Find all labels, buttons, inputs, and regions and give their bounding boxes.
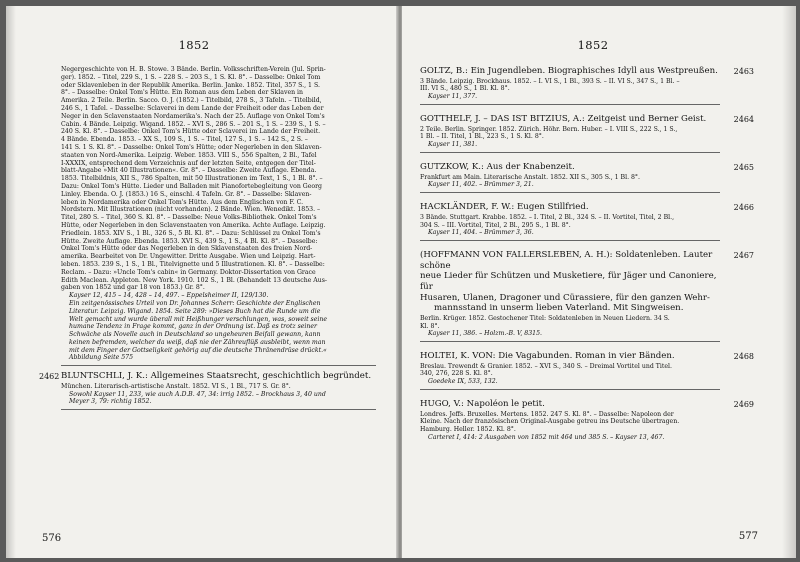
running-head-left: 1852 bbox=[178, 38, 210, 52]
entry-divider bbox=[420, 341, 720, 342]
entry-bibliography: Berlin. Krüger. 1852. Gestochener Titel: Soldatenleben in Neuen Liedern. 34 S. bbox=[420, 314, 670, 322]
text-line: Nordstern. Mit Illustrationen (nicht vorhanden). 2 Bände. Wien. Wenedikt. 1853. – bbox=[61, 206, 321, 214]
text-line: amerika. Bearbeitet von Dr. Ungewitter. Dritte Ausgabe. Wien und Leipzig. Hart- bbox=[61, 253, 316, 261]
entry-bibliography: Kleine. Nach der französischen Original-Ausgabe getreu ins Deutsche übertragen. bbox=[420, 418, 680, 426]
entry-bibliography: Breslau. Trewendt & Granier. 1852. – XVI S., 340 S. – Dreimal Vortitel und Titel. bbox=[420, 362, 672, 370]
text-line: blatt-Angabe »Mit 40 Illustrationen«. Gr. 8°. – Dasselbe: Zweite Auflage. Ebenda. bbox=[61, 167, 317, 175]
note-line: Welt gemacht und wurde überall mit Heißhunger verschlungen, was, soweit seine bbox=[69, 315, 327, 323]
text-line: I-XXXIX, entsprechend dem Verzeichnis auf der letzten Seite, entgegen der Titel- bbox=[61, 159, 316, 167]
entry-heading bbox=[420, 114, 720, 125]
entry-divider bbox=[420, 240, 720, 241]
text-line: Amerika. 2 Teile. Berlin. Sacco. O. J. (1852.) – Titelbild, 278 S., 3 Tafeln. – Titelbild, bbox=[61, 97, 322, 105]
entry-divider bbox=[61, 409, 376, 410]
page-number-left: 576 bbox=[42, 533, 62, 544]
entry-2466 bbox=[420, 202, 754, 241]
text-line: leben in Nordamerika oder Onkel Tom's Hütte. Aus dem Englischen von F. C. bbox=[61, 198, 304, 206]
entry-heading bbox=[61, 371, 376, 382]
note-line: Literatur. Leipzig. Wigand. 1854. Seite 289: »Dieses Buch hat die Runde um die bbox=[69, 307, 321, 315]
text-line: Cabin. 4 Bände. Leipzig. Wigand. 1852. – XVI S., 286 S. – 201 S., 1 S. – 239 S., 1 S. – bbox=[61, 120, 326, 128]
entry-author: BLUNTSCHLI, J. K.: bbox=[61, 371, 148, 382]
note-line: Ein zeitgenössisches Urteil von Dr. Johannes Scherr: Geschichte der Englischen bbox=[69, 299, 321, 307]
entry-title: Eugen Stillfried. bbox=[517, 202, 589, 213]
note-line: Abbildung Seite 575 bbox=[69, 354, 134, 362]
text-line: leben. 1853. 239 S., 1 S., 1 Bl., Titelvignette und 5 Illustrationen. Kl. 8°. – Dasselbe: bbox=[61, 260, 325, 268]
left-page bbox=[6, 6, 398, 558]
text-line: 1853. Titelbildnis, XII S., 786 Spalten, mit 50 Illustrationen im Text, 1 S., 1 Bl. 8°. – bbox=[61, 175, 323, 183]
page-edge-shadow bbox=[6, 6, 16, 558]
text-line: Dazu: Onkel Tom's Hütte. Lieder und Balladen mit Pianofortebegleitung von Georg bbox=[61, 182, 323, 190]
entry-bibliography: 304 S. – III. Vortitel, Titel, 2 Bl., 295 S., 1 Bl. 8°. bbox=[420, 221, 571, 229]
entry-author: HUGO, V.: bbox=[420, 399, 464, 410]
note-line: Schwäche als Novelle auch in Deutschland so ungeheuren Beifall gewann, kann bbox=[69, 331, 321, 339]
text-line: Friedlein. 1853. XIV S., 1 Bl., 326 S., 5 Bl. Kl. 8°. – Dazu: Schlüssel zu Onkel Tom's bbox=[61, 229, 321, 237]
text-line: 8°. – Dasselbe: Onkel Tom's Hütte. Ein Roman aus dem Leben der Sklaven in bbox=[61, 89, 304, 97]
entry-divider bbox=[420, 104, 720, 105]
entry-title: Napoléon le petit. bbox=[466, 399, 545, 410]
text-line: 246 S., 1 Tafel. – Dasselbe: Sclaverei in dem Lande der Freiheit oder das Leben der bbox=[61, 104, 324, 112]
entry-reference: Kayser 11, 377. bbox=[428, 93, 478, 101]
entry-reference: Meyer 3, 79: richtig 1852. bbox=[69, 398, 152, 406]
entry-2465 bbox=[420, 161, 754, 193]
entry-heading-line: neue Lieder für Schützen und Musketiere, für Jäger und Canoniere, für bbox=[420, 271, 717, 292]
entry-divider bbox=[61, 365, 376, 366]
entry-divider bbox=[420, 192, 720, 193]
entry-heading bbox=[420, 202, 720, 213]
entry-number: 2463 bbox=[733, 67, 754, 76]
entry-bibliography: Frankfurt am Main. Literarische Anstalt. 1852. XII S., 305 S., 1 Bl. 8°. bbox=[420, 173, 640, 181]
text-line: Negergeschichte von H. B. Stowe. 3 Bände. Berlin. Volksschriften-Verein (Jul. Sprin- bbox=[61, 66, 326, 73]
entry-bibliography: 340, 276, 228 S. Kl. 8°. bbox=[420, 370, 493, 378]
entry-title: Die Vagabunden. Roman in vier Bänden. bbox=[498, 351, 675, 362]
entry-bibliography: Hamburg. Heller. 1852. Kl. 8°. bbox=[420, 426, 516, 434]
entry-reference: Goedeke IX, 533, 132. bbox=[428, 378, 498, 386]
text-line: ger). 1852. – Titel, 229 S., 1 S. – 228 S. – 203 S., 1 S. Kl. 8°. – Dasselbe: Onkel Tom bbox=[61, 73, 321, 81]
entry-author: GOLTZ, B.: bbox=[420, 66, 468, 76]
entry-reference: Kayser 11, 381. bbox=[428, 141, 478, 149]
entry-bibliography: 2 Teile. Berlin. Springer. 1852. Zürich. Höhr. Bern. Huber. – I. VIII S., 222 S., 1 S., bbox=[420, 125, 678, 133]
entry-heading bbox=[420, 162, 720, 173]
entry-bibliography: 3 Bände. Stuttgart. Krabbe. 1852. – I. Titel, 2 Bl., 324 S. – II. Vortitel, Titel, 2 Bl., bbox=[420, 213, 675, 221]
entry-reference: Kayser 11, 404. – Brümmer 3, 36. bbox=[428, 229, 534, 237]
text-line: Linley. Ebenda. O. J. (1853.) 16 S., einschl. 4 Tafeln. Gr. 8°. – Dasselbe: Sklaven- bbox=[61, 190, 312, 198]
entry-number: 2467 bbox=[733, 251, 754, 261]
entry-2467 bbox=[420, 250, 754, 342]
left-page-body bbox=[39, 66, 376, 410]
entry-author: GUTZKOW, K.: bbox=[420, 161, 484, 172]
entry-2468 bbox=[420, 351, 754, 390]
note-line: mit dem Finger der Gottseligkeit gehörig auf die deutsche Thränendrüse drückt.« bbox=[69, 346, 327, 354]
text-line: oder Sklavenleben in der Republik Amerika. Berlin. Janke. 1852. Titel, 357 S., 1 S. bbox=[61, 81, 320, 89]
entry-heading bbox=[420, 351, 720, 362]
entry-bibliography: III. VI S., 480 S., 1 Bl. Kl. 8°. bbox=[420, 85, 510, 93]
text-line: Neger in den Sclavenstaaten Nordamerika's. Nach der 25. Auflage von Onkel Tom's bbox=[61, 112, 325, 120]
text-line: 240 S. Kl. 8°. – Dasselbe: Onkel Tom's Hütte oder Sclaverei im Lande der Freiheit. bbox=[61, 128, 321, 136]
entry-bibliography: 3 Bände. Leipzig. Brockhaus. 1852. – I. VI S., 1 Bl., 393 S. – II. VI S., 347 S., 1 Bl. – bbox=[420, 77, 680, 85]
note-line: keinen befremden, welcher da weiß, daß nie der Zähreuflüß ausbleibt, wenn man bbox=[69, 338, 326, 346]
entry-heading-line: mannsstand in unserm lieben Vaterland. Mit Singweisen. bbox=[434, 303, 684, 314]
entry-number: 2466 bbox=[733, 203, 754, 213]
entry-heading bbox=[420, 399, 720, 410]
entry-bibliography: 1 Bl. – II. Titel, 1 Bl., 223 S., 1 S. Kl. 8°. bbox=[420, 133, 544, 141]
entry-bibliography: München. Literarisch-artistische Anstalt. 1852. VI S., 1 Bl., 717 S. Gr. 8°. bbox=[61, 382, 291, 390]
entry-2462 bbox=[39, 371, 376, 410]
text-line: 4 Bände. Ebenda. 1853. – XX S., 109 S., 1 S. – Titel, 127 S., 1 S. – 142 S., 2 S. – bbox=[61, 136, 308, 144]
page-edge-shadow bbox=[782, 6, 796, 558]
entry-number: 2462 bbox=[39, 372, 60, 382]
entry-divider bbox=[420, 152, 720, 153]
text-line: 141 S. 1 S. Kl. 8°. – Dasselbe: Onkel Tom's Hütte; oder Negerleben in den Sklaven- bbox=[61, 143, 322, 151]
entry-reference: Kayser 11, 386. – Holzm.-B. V, 8315. bbox=[428, 330, 542, 338]
entry-number: 2465 bbox=[733, 162, 754, 172]
text-line: Onkel Tom's Hütte oder das Negerleben in den Sklavenstaaten des freien Nord- bbox=[61, 245, 313, 253]
entry-bibliography: Londres. Jeffs. Bruxelles. Mertens. 1852. 247 S. Kl. 8°. – Dasselbe: Napoleon der bbox=[420, 410, 674, 418]
text-line: Hütte, oder Negerleben in den Sclavenstaaten von Amerika. Achte Auflage. Leipzig. bbox=[61, 221, 326, 229]
entry-2469 bbox=[420, 399, 754, 442]
entry-2463 bbox=[420, 66, 754, 105]
note-line: humane Tendenz in Frage kommt, ganz in der Ordnung ist. Daß es trotz seiner bbox=[69, 323, 318, 331]
entry-title: Aus der Knabenzeit. bbox=[486, 161, 575, 172]
text-line: Reclam. – Dazu: »Uncle Tom's cabin« in Germany. Doktor-Dissertation von Grace bbox=[61, 268, 316, 276]
running-head-right: 1852 bbox=[577, 38, 609, 52]
right-page bbox=[402, 6, 796, 558]
entry-divider bbox=[420, 389, 720, 390]
entry-heading-line: (HOFFMANN VON FALLERSLEBEN, A. H.): Soldatenleben. Lauter schöne bbox=[420, 250, 713, 271]
right-page-body bbox=[420, 66, 754, 442]
references-line: Kayser 12, 415 – 14, 428 – 14, 497. – Eppelsheimer II, 129/130. bbox=[69, 292, 269, 300]
text-line: gaben von 1852 und gar 18 von 1853.) Gr. 8°. bbox=[61, 284, 205, 292]
page-number-right: 577 bbox=[738, 531, 758, 542]
entry-reference: Kayser 11, 402. – Brümmer 3, 21. bbox=[428, 181, 534, 189]
entry-title: Zeitgeist und Berner Geist. bbox=[587, 113, 707, 124]
text-line: Edith Maclean. Appleton. New York. 1910. 102 S., 1 Bl. (Behandelt 13 deutsche Aus- bbox=[61, 276, 328, 284]
entry-bibliography: Kl. 8°. bbox=[420, 322, 440, 330]
text-line: Hütte. Zweite Auflage. Ebenda. 1853. XVI S., 439 S., 1 S., 4 Bl. Kl. 8°. – Dasselbe: bbox=[61, 237, 318, 245]
entry-reference: Sowohl Kayser 11, 233, wie auch A.D.B. 47, 34: irrig 1852. – Brockhaus 3, 40 und bbox=[69, 390, 326, 398]
entry-author: HACKLÄNDER, F. W.: bbox=[420, 202, 515, 213]
entry-author: GOTTHELF, J. – DAS IST BITZIUS, A.: bbox=[420, 113, 585, 124]
italic-note bbox=[69, 300, 376, 362]
entry-number: 2464 bbox=[733, 114, 754, 124]
text-line: staaten von Nord-Amerika. Leipzig. Weber. 1853. VIII S., 556 Spalten, 2 Bl., Tafel bbox=[61, 151, 317, 159]
entry-title: Ein Jugendleben. Biographisches Idyll aus Westpreußen. bbox=[470, 66, 718, 76]
entry-author: HOLTEI, K. VON: bbox=[420, 351, 496, 362]
entry-reference: Carteret I, 414: 2 Ausgaben von 1852 mit 464 und 385 S. – Kayser 13, 467. bbox=[428, 434, 665, 442]
entry-2464 bbox=[420, 113, 754, 153]
entry-title: Allgemeines Staatsrecht, geschichtlich begründet. bbox=[150, 371, 372, 382]
entry-heading bbox=[420, 66, 720, 77]
entry-number: 2469 bbox=[733, 400, 754, 410]
text-line: Titel, 280 S. – Titel, 360 S. Kl. 8°. – Dasselbe: Neue Volks-Bibliothek. Onkel Tom's bbox=[61, 214, 317, 222]
entry-number: 2468 bbox=[733, 352, 754, 362]
continuation-text bbox=[61, 66, 376, 292]
entry-heading-line: Husaren, Ulanen, Dragoner und Cürassiere, für den ganzen Wehr- bbox=[420, 292, 710, 303]
